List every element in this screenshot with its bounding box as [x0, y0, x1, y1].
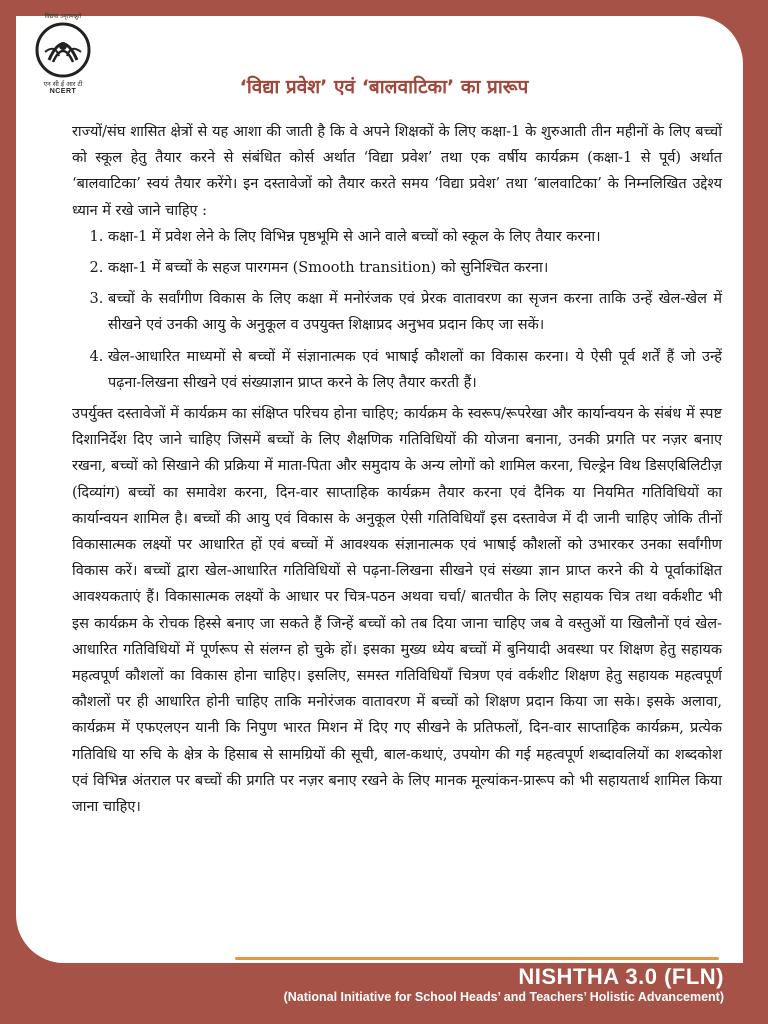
logo-english-name: NCERT — [49, 88, 77, 95]
list-item: 4. खेल-आधारित माध्यमों से बच्चों में संज्ञानात्मक एवं भाषाई कौशलों का विकास करना। ये ऐसी पूर्व शर्तें हैं जो उन्हें पढ़ना-लिखना सीखने एवं संख्याज्ञान प्राप्त करने के लिए तैयार करती हैं। — [108, 344, 722, 396]
logo-motto: विद्यया ऽमृतमश्नुते — [44, 13, 82, 20]
document-body — [72, 119, 722, 820]
objectives-list — [72, 224, 722, 396]
list-item: 3. बच्चों के सर्वांगीण विकास के लिए कक्षा में मनोरंजक एवं प्रेरक वातावरण का सृजन करना ताकि उन्हें खेल-खेल में सीखने एवं उनकी आयु के अनुकूल व उपयुक्त शिक्षाप्रद अनुभव प्रदान किए जा सकें। — [108, 286, 722, 338]
footer-subtitle: (National Initiative for School Heads’ and Teachers’ Holistic Advancement) — [283, 990, 724, 1004]
list-item: 2. कक्षा-1 में बच्चों के सहज पारगमन (Smooth transition) को सुनिश्चित करना। — [108, 255, 722, 281]
logo-hindi-name: एन सी ई आर टी — [43, 80, 83, 88]
footer-divider — [235, 957, 719, 960]
page-title: ‘विद्या प्रवेश’ एवं ‘बालवाटिका’ का प्रारूप — [239, 76, 529, 98]
ncert-emblem-icon — [35, 22, 91, 78]
footer-title: NISHTHA 3.0 (FLN) — [518, 964, 724, 989]
body-paragraph: उपर्युक्त दस्तावेजों में कार्यक्रम का संक्षिप्त परिचय होना चाहिए; कार्यक्रम के स्वरूप/रूपरेखा और कार्यान्वयन के संबंध में स्पष्ट दिशानिर्देश दिए जाने चाहिए जिसमें बच्चों के लिए शैक्षणिक गतिविधियों की योजना बनाना, उनकी प्रगति पर नज़र बनाए रखना, बच्चों को सिखाने की प्रक्रिया में माता-पिता और समुदाय के अन्य लोगों को शामिल करना, चिल्ड्रेन विथ डिसएबिलिटीज़ (दिव्यांग) बच्चों का समावेश करना, दिन-वार साप्ताहिक कार्यक्रम तैयार करना एवं दैनिक या नियमित गतिविधियों का कार्यान्वयन शामिल है। बच्चों की आयु एवं विकास के अनुकूल ऐसी गतिविधियाँ इस दस्तावेज में दी जानी चाहिए जोकि तीनों विकासात्मक लक्ष्यों पर आधारित हों एवं बच्चों में आवश्यक संज्ञानात्मक एवं भाषाई कौशलों को उभारकर उनका सर्वांगीण विकास करें। बच्चों द्वारा खेल-आधारित गतिविधियों से पढ़ना-लिखना सीखने एवं संख्या ज्ञान प्राप्त करने की ये पूर्वाकांक्षित आवश्यकताएं हैं। विकासात्मक लक्ष्यों के आधार पर चित्र-पठन अथवा चर्चा/ बातचीत के लिए सहायक चित्र तथा वर्कशीट भी इस कार्यक्रम के रोचक हिस्से बनाए जा सकते हैं जिन्हें बच्चों को तब दिया जाना चाहिए जब वे वस्तुओं या खिलौनों एवं खेल-आधारित गतिविधियों में पूर्णरूप से संलग्न हो चुके हों। इसका मुख्य ध्येय बच्चों में बुनियादी अवस्था पर शिक्षण हेतु सहायक महत्वपूर्ण कौशलों का विकास होना चाहिए। इसलिए, समस्त गतिविधियाँ चित्रण एवं वर्कशीट शिक्षण हेतु सहायक महत्वपूर्ण कौशलों पर ही आधारित होनी चाहिए ताकि मनोरंजक वातावरण में बच्चों को शिक्षण प्रदान किया जा सके। इसके अलावा, कार्यक्रम में एफएलएन यानी कि निपुण भारत मिशन में दिए गए सीखने के प्रतिफलों, दिन-वार साप्ताहिक कार्यक्रम, प्रत्येक गतिविधि या रुचि के क्षेत्र के हिसाब से सामग्रियों की सूची, बाल-कथाएं, उपयोग की गई महत्वपूर्ण शब्दावलियों का शब्दकोश एवं विभिन्न अंतराल पर बच्चों की प्रगति पर नज़र बनाए रखने के लिए मानक मूल्यांकन-प्रारूप को भी सहायतार्थ शामिल किया जाना चाहिए। — [72, 406, 722, 816]
intro-paragraph: राज्यों/संघ शासित क्षेत्रों से यह आशा की जाती है कि वे अपने शिक्षकों के लिए कक्षा-1 के शुरुआती तीन महीनों के लिए बच्चों को स्कूल हेतु तैयार करने से संबंधित कोर्स अर्थात ‘विद्या प्रवेश’ तथा एक वर्षीय कार्यक्रम (कक्षा-1 से पूर्व) अर्थात ‘बालवाटिका’ स्वयं तैयार करेंगे। इन दस्तावेजों को तैयार करते समय ‘विद्या प्रवेश’ तथा ‘बालवाटिका’ के निम्नलिखित उद्देश्य ध्यान में रखे जाने चाहिए : — [72, 124, 722, 219]
list-item: 1. कक्षा-1 में प्रवेश लेने के लिए विभिन्न पृष्ठभूमि से आने वाले बच्चों को स्कूल के लिए तैयार करना। — [108, 224, 722, 250]
